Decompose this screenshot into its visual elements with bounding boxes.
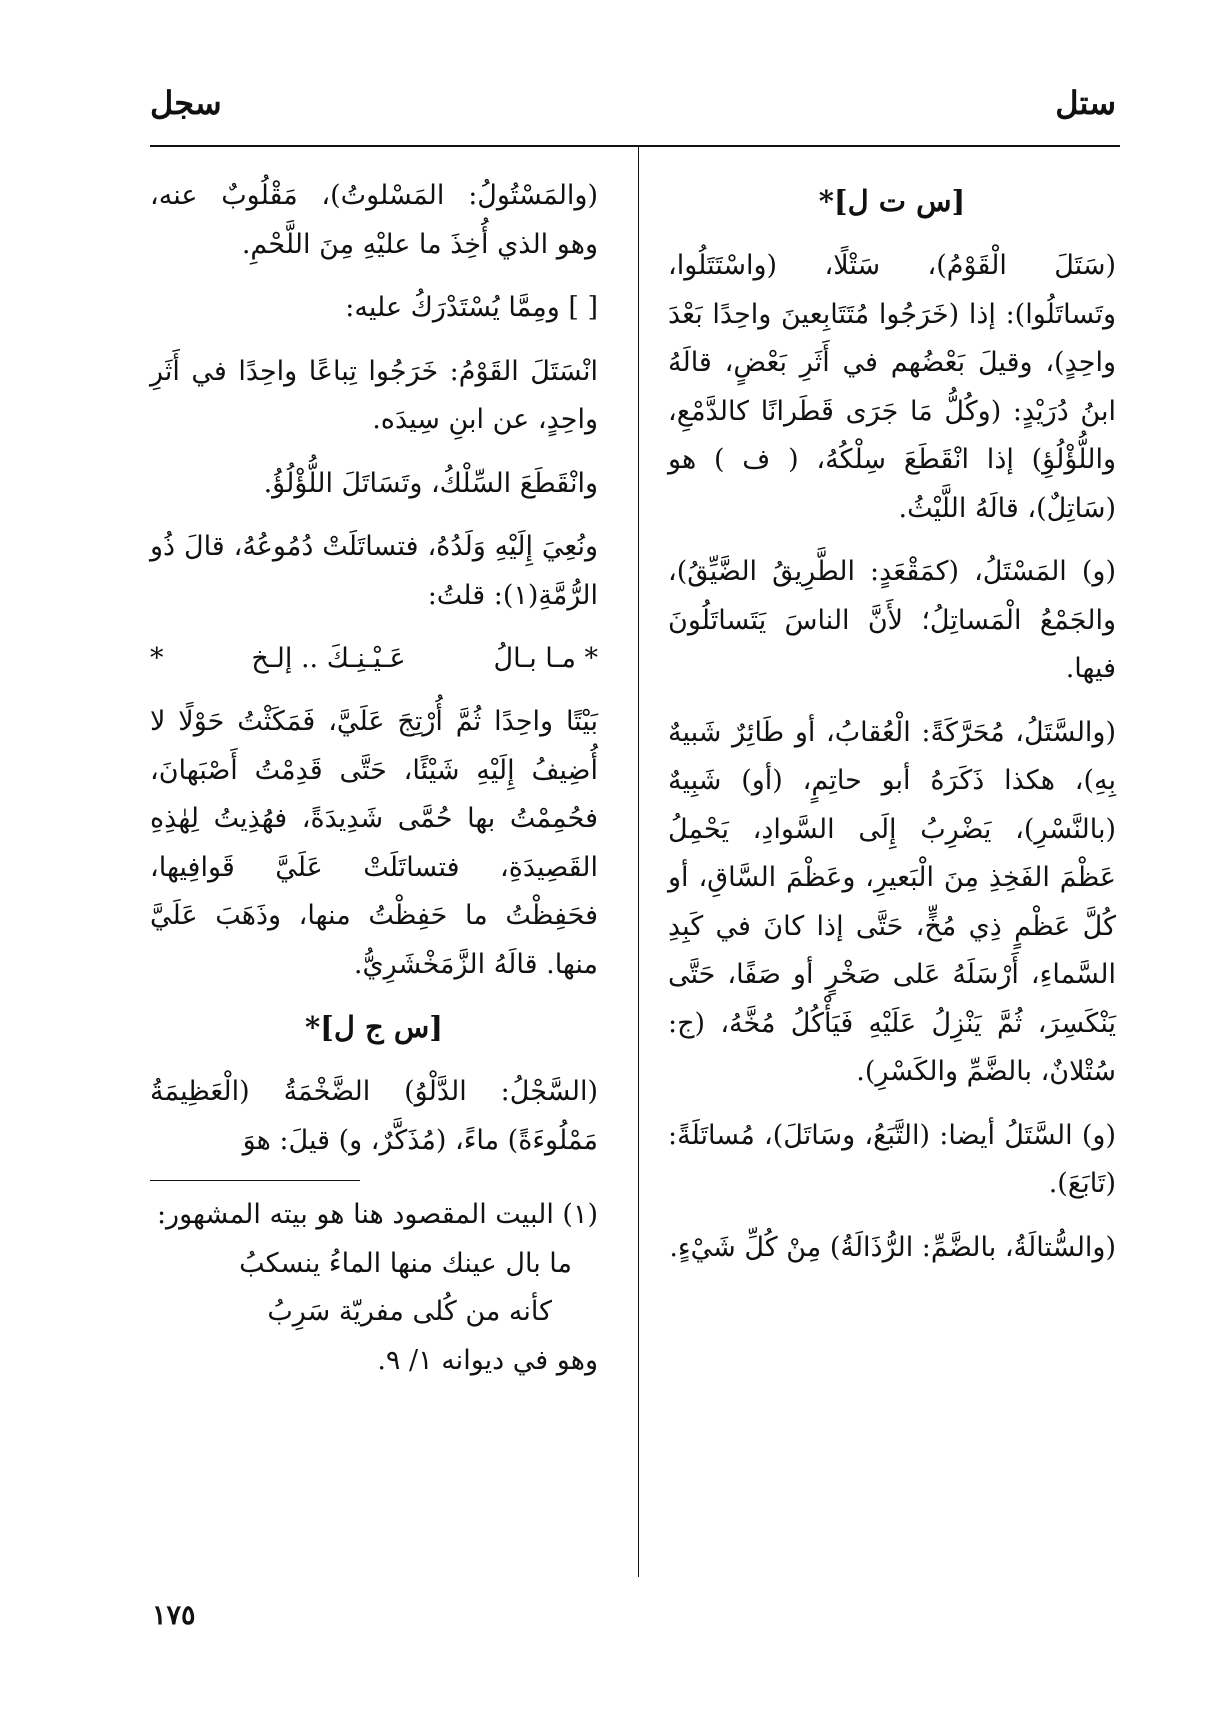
paragraph: (السَّجْلُ: الدَّلْوُ) الضَّخْمَةُ (الْعَظِيمَةُ مَمْلُوءَةً) ماءً، (مُذَكَّرٌ، و) قيلَ: هوَ (150, 1076, 598, 1156)
right-column (668, 172, 1116, 1287)
entry-heading-sjl: [س ج ل]* (305, 1010, 443, 1044)
left-column (150, 172, 598, 1385)
paragraph: (و) السَّتَلُ أيضا: (التَّبَعُ، وسَاتَلَ)، مُساتَلَةً: (تَابَعَ). (668, 1119, 1116, 1199)
footnotes (150, 1191, 598, 1385)
header-rule (150, 145, 1120, 147)
paragraph: بَيْتًا واحِدًا ثُمَّ أُرْتِجَ عَلَيَّ، فَمَكَثْتُ حَوْلًا لا أُضِيفُ إِلَيْهِ شَيْئًا، حَتَّى قَدِمْتُ أَصْبَهانَ، فحُمِمْتُ بها حُمَّى شَدِيدَةً، فهُذِيتُ لِهٰذِهِ القَصِيدَةِ، فتساتَلَتْ عَلَيَّ قَوافِيها، فحَفِظْتُ ما حَفِظْتُ منها، وذَهَبَ عَلَيَّ منها. قالَهُ الزَّمَخْشَرِيُّ. (150, 706, 598, 980)
verse-end: * (150, 643, 164, 674)
column-divider (638, 147, 639, 1577)
paragraph: [ ] ومِمَّا يُسْتَدْرَكُ عليه: (345, 292, 598, 323)
footnote-verse: كأنه من كُلى مفريّة سَرِبُ (267, 1296, 552, 1327)
left-keyword: سجل (150, 84, 222, 122)
paragraph: (والسُّتالَةُ، بالضَّمِّ: الرُّذَالَةُ) مِنْ كُلِّ شَيْءٍ. (669, 1231, 1116, 1263)
paragraph: وانْقَطَعَ السِّلْكُ، وتَسَاتَلَ اللُّؤْلُؤُ. (263, 467, 598, 499)
page-number: ١٧٥ (152, 1600, 196, 1631)
paragraph: انْسَتَلَ القَوْمُ: خَرَجُوا تِباعًا واحِدًا في أَثَرِ واحِدٍ، عن ابنِ سِيدَه. (150, 355, 598, 435)
right-keyword: ستل (1055, 84, 1116, 122)
paragraph: ونُعِيَ إِلَيْهِ وَلَدُهُ، فتساتَلَتْ دُمُوعُهُ، قالَ ذُو الرُّمَّةِ(١): قلتُ: (150, 531, 598, 611)
paragraph: (والمَسْتُولُ: المَسْلوتُ)، مَقْلُوبٌ عنه، وهو الذي أُخِذَ ما عليْهِ مِنَ اللَّحْمِ. (150, 180, 598, 260)
verse-start: * مـا بـالُ (493, 643, 598, 674)
verse-middle: عَـيْـنِـكَ .. إلـخ (251, 643, 406, 674)
running-head (150, 84, 1116, 134)
paragraph: (و) المَسْتَلُ، (كمَقْعَدٍ: الطَّرِيقُ الضَّيِّقُ)، والجَمْعُ الْمَساتِلُ؛ لأَنَّ الناسَ يَتَساتَلُونَ فيها. (668, 556, 1116, 684)
footnote-line: (١) البيت المقصود هنا هو بيته المشهور: (156, 1199, 598, 1230)
footnote-line: وهو في ديوانه ١/ ٩. (377, 1344, 598, 1376)
footnote-verse: ما بال عينك منها الماءُ ينسكبُ (239, 1247, 572, 1279)
verse-line (150, 635, 598, 683)
footnote-rule (150, 1180, 360, 1181)
paragraph: (سَتَلَ الْقَوْمُ)، سَتْلًا، (واسْتَتَلُوا، وتَساتَلُوا): إذا (خَرَجُوا مُتَتَابِعينَ واحِدًا بَعْدَ واحِدٍ)، وقيلَ بَعْضُهم في أَثَرِ بَعْضٍ، قالَهُ ابنُ دُرَيْدٍ: (وكُلُّ مَا جَرَى قَطَرانًا كالدَّمْعِ، واللُّؤْلُؤِ) إذا انْقَطَعَ سِلْكُهُ، ( ف ) هو (سَاتِلٌ)، قالَهُ اللَّيْثُ. (668, 250, 1116, 524)
entry-heading-stl: [س ت ل]* (818, 184, 966, 218)
paragraph: (والسَّتَلُ، مُحَرَّكَةً: الْعُقابُ، أو طَائِرٌ شَبيهٌ بِهِ)، هكذا ذَكَرَهُ أبو حاتِمٍ، (أو) شَبِيهٌ (بالنَّسْرِ)، يَضْرِبُ إِلَى السَّوادِ، يَحْمِلُ عَظْمَ الفَخِذِ مِنَ الْبَعيرِ، وعَظْمَ السَّاقِ، أو كُلَّ عَظْمٍ ذِي مُخٍّ، حَتَّى إذا كانَ في كَبِدِ السَّماءِ، أَرْسَلَهُ عَلى صَخْرٍ أو صَفًا، حَتَّى يَنْكَسِرَ، ثُمَّ يَنْزِلُ عَلَيْهِ فَيَأْكُلُ مُخَّهُ، (ج: سُتْلانٌ، بالضَّمِّ والكَسْرِ). (668, 716, 1116, 1087)
